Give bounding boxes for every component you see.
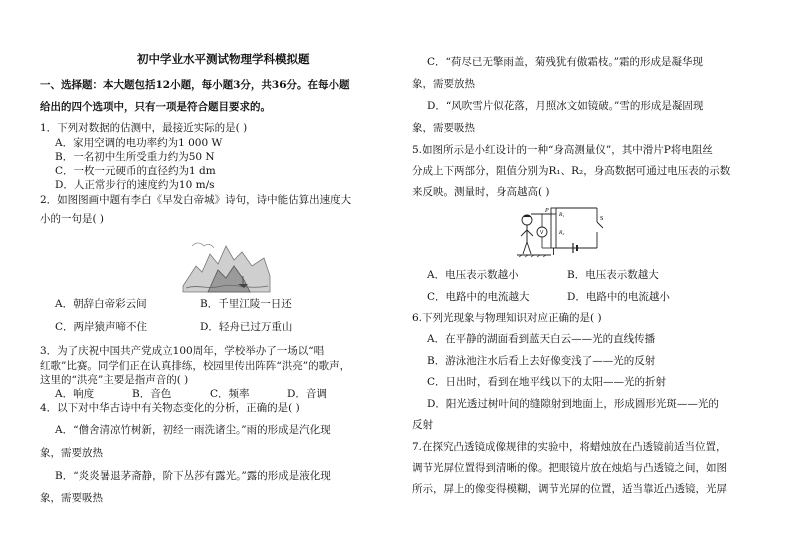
q1-option-b: B．一名初中生所受重力约为50 N	[55, 151, 215, 163]
q7-stem-line2: 调节光屏位置得到清晰的像。把眼镜片放在烛焰与凸透镜之间，如图	[412, 462, 727, 474]
q1-option-c: C．一枚一元硬币的直径约为1 dm	[55, 165, 216, 177]
q5-stem-line1: 5.如图所示是小红设计的一种“身高测量仪”，其中滑片P将电阻丝	[412, 144, 713, 156]
fig-label-s: S	[600, 216, 604, 222]
fig-label-r1: R₁	[559, 212, 565, 218]
q7-stem-line3: 所示，屏上的像变得模糊，调节光屏的位置，适当靠近凸透镜，光屏	[412, 483, 727, 495]
q2-stem-line1: 2．如图图画中题有李白《早发白帝城》诗句，诗中能估算出速度大	[40, 194, 352, 206]
height-meter-circuit-diagram	[517, 202, 607, 262]
section-heading-line2: 给出的四个选项中，只有一项是符合题目要求的。	[40, 101, 271, 113]
q1-option-a: A．家用空调的电功率约为1 000 W	[55, 137, 223, 149]
q6-option-b: B．游泳池注水后看上去好像变浅了——光的反射	[427, 355, 656, 367]
q3-stem-line3: 这里的“洪亮”主要是指声音的( )	[40, 374, 189, 386]
q4-option-b-line2: 象，需要吸热	[40, 492, 103, 504]
q2-option-c: C．两岸猿声啼不住	[55, 321, 148, 333]
q3-option-b: B．音色	[132, 388, 172, 400]
q5-stem-line2: 分成上下两部分，阻值分别为R₁、R₂，身高数据可通过电压表的示数	[412, 165, 731, 177]
q3-stem-line2: 红歌”比赛。同学们正在认真排练，校园里传出阵阵“洪亮”的歌声，	[40, 360, 351, 372]
fig-label-p: P	[545, 208, 549, 214]
q5-option-a: A．电压表示数越小	[427, 269, 519, 281]
q4-option-c-line2: 象，需要放热	[412, 78, 475, 90]
q4-option-d-line1: D．“风吹雪片似花落，月照冰文如镜破。”雪的形成是凝固现	[427, 100, 704, 112]
q5-option-c: C．电路中的电流越大	[427, 291, 530, 303]
fig-label-r2: R₂	[559, 230, 565, 236]
section-heading-line1: 一、选择题：本大题包括12小题，每小题3分，共36分。在每小题	[40, 79, 350, 91]
q4-option-b-line1: B．“炎炎暑退茅斋静，阶下丛莎有露光。”露的形成是液化现	[55, 470, 331, 482]
page-title: 初中学业水平测试物理学科模拟题	[137, 52, 310, 66]
q6-option-d-line1: D．阳光透过树叶间的缝隙射到地面上，形成圆形光斑——光的	[427, 398, 719, 410]
q6-option-c: C．日出时，看到在地平线以下的太阳——光的折射	[427, 376, 667, 388]
q4-option-d-line2: 象，需要吸热	[412, 122, 475, 134]
q5-stem-line3: 来反映。测量时，身高越高( )	[412, 186, 550, 198]
q5-option-b: B．电压表示数越大	[567, 269, 659, 281]
q2-option-b: B．千里江陵一日还	[200, 298, 292, 310]
q4-option-a-line1: A．“僧舍清凉竹树新，初经一雨洗诸尘。”雨的形成是汽化现	[55, 424, 331, 436]
fig-label-v: V	[540, 230, 544, 236]
q4-stem: 4．以下对中华古诗中有关物态变化的分析，正确的是( )	[40, 402, 300, 414]
q4-option-c-line1: C．“荷尽已无擎雨盖，菊残犹有傲霜枝。”霜的形成是凝华现	[427, 56, 704, 68]
q1-option-d: D．人正常步行的速度约为10 m/s	[55, 179, 215, 191]
q2-option-a: A．朝辞白帝彩云间	[55, 298, 147, 310]
q6-option-d-line2: 反射	[412, 419, 433, 431]
q7-stem-line1: 7.在探究凸透镜成像规律的实验中，将蜡烛放在凸透镜前适当位置，	[412, 441, 727, 453]
landscape-painting-image	[178, 236, 272, 294]
q4-option-a-line2: 象，需要放热	[40, 447, 103, 459]
q3-stem-line1: 3．为了庆祝中国共产党成立100周年，学校举办了一场以“唱	[40, 345, 325, 357]
q5-option-d: D．电路中的电流越小	[567, 291, 670, 303]
q3-option-d: D．音调	[287, 388, 327, 400]
q2-option-d: D．轻舟已过万重山	[200, 321, 293, 333]
q6-stem: 6.下列光现象与物理知识对应正确的是( )	[412, 312, 602, 324]
q3-option-a: A．响度	[55, 388, 95, 400]
q2-stem-line2: 小的一句是( )	[40, 213, 105, 225]
q6-option-a: A．在平静的湖面看到蓝天白云——光的直线传播	[427, 333, 656, 345]
q1-stem: 1．下列对数据的估测中，最接近实际的是( )	[40, 122, 248, 134]
q3-option-c: C．频率	[210, 388, 250, 400]
